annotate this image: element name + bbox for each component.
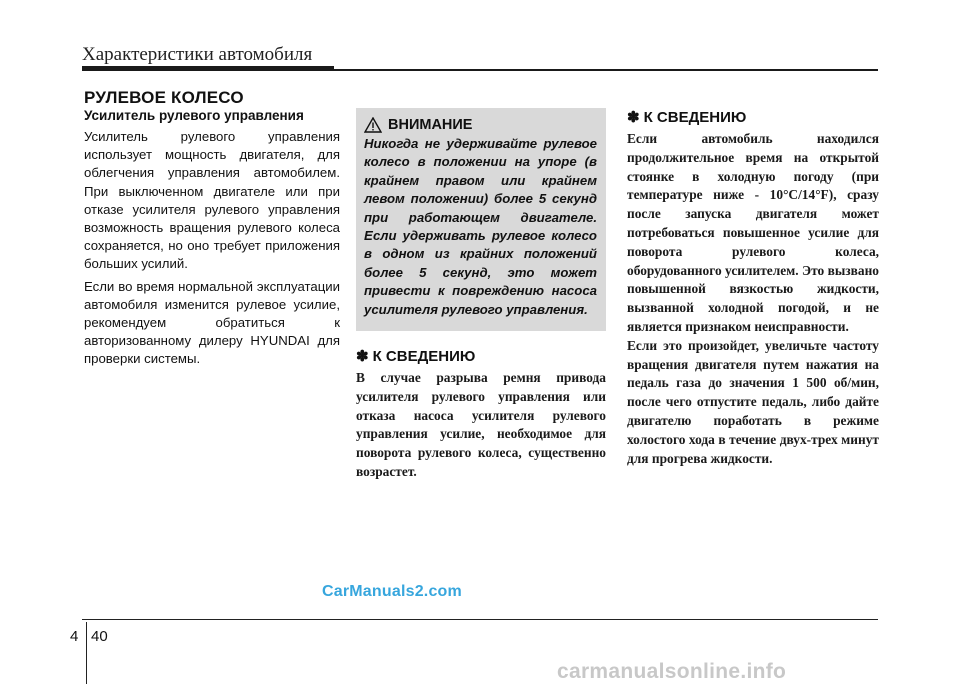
footer-vertical-rule bbox=[86, 622, 87, 684]
info-title-2: К СВЕДЕНИЮ bbox=[643, 108, 747, 126]
section-title: РУЛЕВОЕ КОЛЕСО bbox=[84, 88, 244, 107]
watermark-carmanuals2: CarManuals2.com bbox=[322, 583, 462, 600]
info-text-2a: Если автомобиль находился продолжительное время на открытой стоянке в холодную погоду (при температуре ниже - 10°C/14°F), сразу после запуска двигателя может потребоваться повышенное усилие для поворота рулевого колеса, оборудованного усилителем. Это вызвано повышенной вязкостью жидкости, вызванной холодной погодой, и не является признаком неисправности. bbox=[627, 131, 879, 334]
asterisk-icon: ✽ bbox=[627, 109, 640, 126]
watermark-carmanualsonline: carmanualsonline.info bbox=[557, 660, 787, 683]
footer-rule bbox=[82, 619, 878, 620]
body-paragraph-2: Если во время нормальной эксплуатации автомобиля изменится рулевое усилие, рекомендуем обратиться к авторизованному дилеру HYUNDAI для проверки системы. bbox=[84, 278, 340, 367]
info-heading-1 bbox=[356, 347, 606, 365]
warning-box bbox=[356, 108, 606, 331]
warning-triangle-icon bbox=[364, 117, 382, 133]
info-heading-2 bbox=[627, 108, 879, 126]
column-middle bbox=[356, 108, 606, 482]
info-text-1: В случае разрыва ремня привода усилителя рулевого управления или отказа насоса усилителя рулевого управления усилие, необходимое для поворота рулевого колеса, существенно возрастет. bbox=[356, 370, 606, 480]
warning-title: ВНИМАНИЕ bbox=[388, 117, 473, 133]
header-rule-thin bbox=[334, 69, 878, 71]
chapter-number: 4 bbox=[70, 628, 79, 645]
header-rule-thick bbox=[82, 66, 334, 71]
body-paragraph-1: Усилитель рулевого управления использует мощность двигателя, для облегчения управления автомобилем. При выключенном двигателе или при отказе усилителя рулевого управления возможность вращения рулевого колеса сохраняется, но оно требует приложения больших усилий. bbox=[84, 129, 340, 272]
warning-text: Никогда не удерживайте рулевое колесо в положении на упоре (в крайнем правом или крайнем левом положении) более 5 секунд при работающем двигателе. Если удерживать рулевое колесо в одном из крайних положений более 5 секунд, это может привести к повреждению насоса усилителя рулевого управления. bbox=[364, 136, 597, 317]
asterisk-icon: ✽ bbox=[356, 348, 369, 366]
subsection-heading: Усилитель рулевого управления bbox=[84, 108, 304, 123]
info-text-2b: Если это произойдет, увеличьте частоту вращения двигателя путем нажатия на педаль газа до значения 1 500 об/мин, после чего отпустите педаль, либо дайте двигателю поработать в режиме холостого хода в течение двух-трех минут для прогрева жидкости. bbox=[627, 337, 879, 466]
column-left bbox=[84, 108, 340, 373]
info-title-1: К СВЕДЕНИЮ bbox=[372, 347, 476, 365]
column-right bbox=[627, 108, 879, 468]
page-header-title: Характеристики автомобиля bbox=[82, 44, 313, 65]
warning-header bbox=[364, 117, 597, 133]
page-number: 40 bbox=[91, 628, 108, 645]
